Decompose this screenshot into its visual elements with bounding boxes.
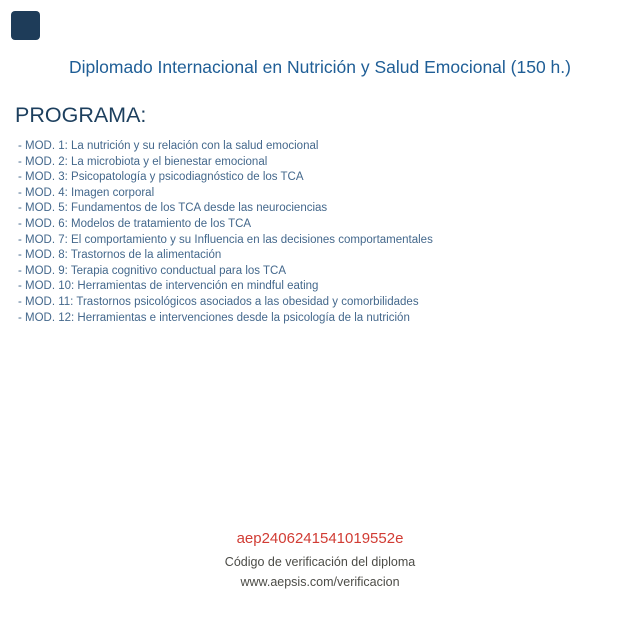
module-list-item: - MOD. 5: Fundamentos de los TCA desde las neurociencias — [18, 202, 328, 215]
module-list-item: - MOD. 9: Terapia cognitivo conductual para los TCA — [18, 264, 287, 277]
module-list-item: - MOD. 8: Trastornos de la alimentación — [18, 249, 222, 262]
module-list-item: - MOD. 7: El comportamiento y su Influencia en las decisiones comportamentales — [18, 233, 433, 246]
module-list-item: - MOD. 12: Herramientas e intervenciones desde la psicología de la nutrición — [18, 311, 410, 324]
module-list-item: - MOD. 6: Modelos de tratamiento de los TCA — [18, 217, 252, 230]
verification-url: www.aepsis.com/verificacion — [240, 575, 400, 589]
module-list-item: - MOD. 3: Psicopatología y psicodiagnóstico de los TCA — [18, 171, 304, 184]
program-heading: PROGRAMA: — [15, 103, 147, 127]
module-list-item: - MOD. 10: Herramientas de intervención en mindful eating — [18, 280, 319, 293]
verification-code: aep2406241541019552e — [236, 530, 404, 547]
module-list-item: - MOD. 11: Trastornos psicológicos asociados a las obesidad y comorbilidades — [18, 295, 419, 308]
brand-logo-square — [11, 11, 40, 40]
diploma-title: Diplomado Internacional en Nutrición y Salud Emocional (150 h.) — [69, 57, 571, 77]
module-list-item: - MOD. 2: La microbiota y el bienestar emocional — [18, 155, 268, 168]
verification-caption: Código de verificación del diploma — [224, 555, 416, 569]
module-list-item: - MOD. 4: Imagen corporal — [18, 186, 155, 199]
module-list — [18, 139, 634, 326]
module-list-item: - MOD. 1: La nutrición y su relación con la salud emocional — [18, 140, 319, 152]
